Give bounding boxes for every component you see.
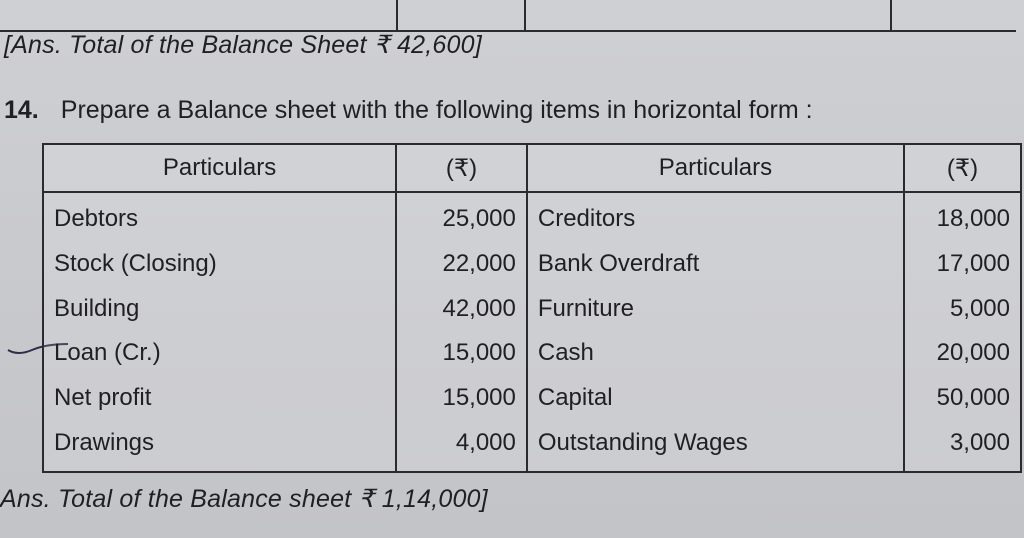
cell-particular: Outstanding Wages <box>527 420 904 472</box>
cell-amount: 42,000 <box>396 286 527 331</box>
cell-particular: Drawings <box>43 420 396 472</box>
cell-amount: 17,000 <box>904 242 1021 287</box>
question-number: 14. <box>4 96 39 124</box>
cell-amount: 3,000 <box>904 420 1021 472</box>
cell-amount: 5,000 <box>904 286 1021 331</box>
cell-amount: 22,000 <box>396 242 527 287</box>
table-row <box>43 420 1021 472</box>
cell-amount: 25,000 <box>396 192 527 242</box>
cell-particular: Debtors <box>43 192 396 242</box>
cell-amount: 18,000 <box>904 192 1021 242</box>
cell-amount: 15,000 <box>396 376 527 421</box>
cell-particular: Capital <box>527 376 904 421</box>
cell-particular: Building <box>43 286 396 331</box>
previous-answer-line: [Ans. Total of the Balance Sheet ₹ 42,600] <box>4 31 482 59</box>
cell-particular: Bank Overdraft <box>527 242 904 287</box>
table-row <box>43 376 1021 421</box>
header-particulars-left: Particulars <box>43 144 396 192</box>
cell-particular: Stock (Closing) <box>43 242 396 287</box>
question-text: Prepare a Balance sheet with the following items in horizontal form : <box>60 96 813 124</box>
balance-sheet-items-table <box>42 143 1022 473</box>
cell-amount: 15,000 <box>396 331 527 376</box>
cell-particular: Loan (Cr.) <box>43 331 396 376</box>
cell-amount: 4,000 <box>396 420 527 472</box>
previous-table-bottom-edge <box>0 0 1016 32</box>
table-row <box>43 242 1021 287</box>
cell-amount: 20,000 <box>904 331 1021 376</box>
cell-particular: Furniture <box>527 286 904 331</box>
answer-line: Ans. Total of the Balance sheet ₹ 1,14,000] <box>0 485 488 513</box>
cell-amount: 50,000 <box>904 376 1021 421</box>
header-amount-left: (₹) <box>396 144 527 192</box>
table-row <box>43 331 1021 376</box>
header-amount-right: (₹) <box>904 144 1021 192</box>
table-header-row <box>43 144 1021 192</box>
cell-particular: Net profit <box>43 376 396 421</box>
header-particulars-right: Particulars <box>527 144 904 192</box>
table-row <box>43 192 1021 242</box>
cell-particular: Creditors <box>527 192 904 242</box>
table-row <box>43 286 1021 331</box>
question-line <box>4 96 813 125</box>
cell-particular: Cash <box>527 331 904 376</box>
